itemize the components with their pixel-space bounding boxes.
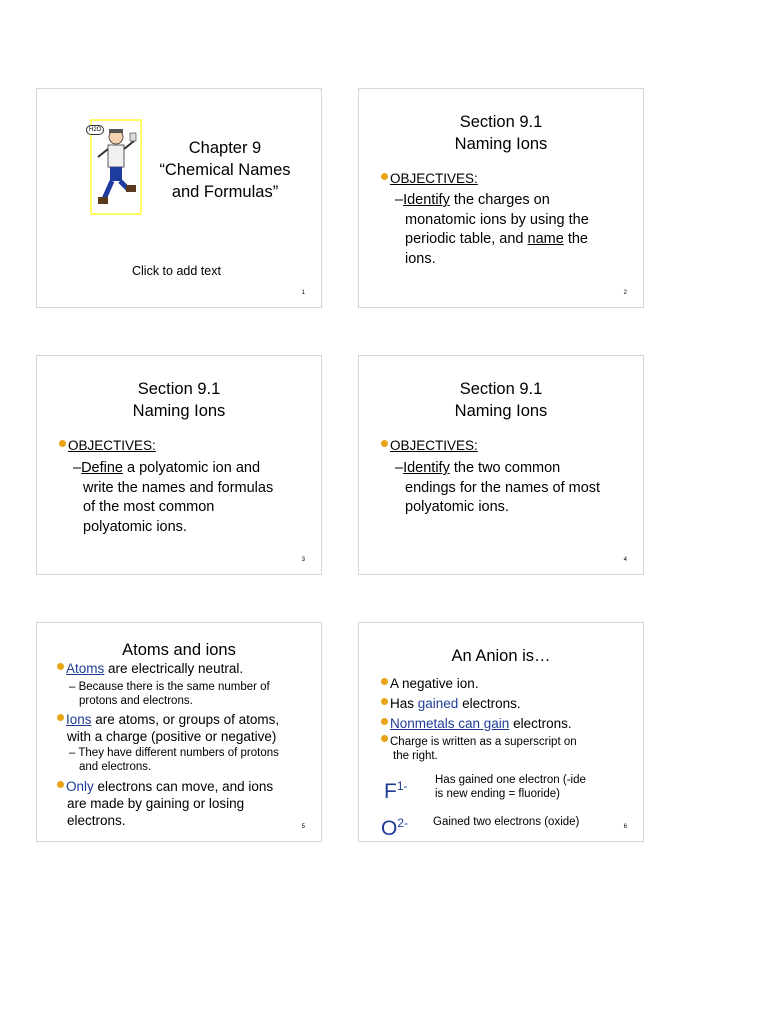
h2o-badge: H2O [86, 125, 104, 135]
bullet-negative-ion: A negative ion. [381, 675, 479, 692]
slide-number: 3 [301, 557, 305, 563]
bullet-icon [381, 678, 388, 685]
oxide-symbol: $O^{2-}$ [381, 816, 409, 840]
slide-number: 6 [623, 824, 627, 830]
objectives-bullet: OBJECTIVES: [381, 437, 478, 455]
slide-4 [358, 355, 644, 575]
oxide-note: Gained two electrons (oxide) [433, 816, 580, 828]
slide-1 [36, 88, 322, 308]
bullet-icon [381, 718, 388, 725]
slide-title: An Anion is… [451, 647, 551, 665]
nonmetals-link[interactable]: Nonmetals can gain [390, 716, 510, 731]
objective-text: –Identify the charges on monatomic ions by using the periodic table, and name the ions. [395, 192, 589, 267]
slide-number: 1 [301, 290, 305, 296]
objective-text: –Define a polyatomic ion and write the names and formulas of the most common polyatomic ions. [73, 460, 274, 535]
bullet-icon [381, 440, 388, 447]
slide-number: 5 [301, 824, 305, 830]
fluoride-symbol: $F^{1-}$ [384, 779, 408, 803]
slide-title: Section 9.1 Naming Ions [454, 380, 548, 420]
slide-5 [36, 622, 322, 842]
sub-bullet-atoms: – Because there is the same number of protons and electrons. [69, 681, 270, 707]
bullet-icon [59, 440, 66, 447]
objectives-bullet: OBJECTIVES: [59, 437, 156, 455]
only-link[interactable]: Only [66, 779, 94, 794]
bullet-icon [57, 714, 64, 721]
click-to-add-text[interactable]: Click to add text [132, 264, 221, 278]
bullet-icon [57, 663, 64, 670]
bullet-atoms: Atoms are electrically neutral. [57, 660, 319, 677]
bullet-icon [57, 781, 64, 788]
slide-3 [36, 355, 322, 575]
bullet-ions: Ions are atoms, or groups of atoms, with a charge (positive or negative) [57, 711, 319, 745]
atoms-link[interactable]: Atoms [66, 661, 105, 676]
slide-title: Chapter 9 “Chemical Names and Formulas” [159, 139, 291, 201]
bullet-nonmetals: Nonmetals can gain electrons. [381, 715, 572, 732]
slide-6 [358, 622, 644, 842]
slide-number: 2 [623, 290, 627, 296]
slide-title: Section 9.1 Naming Ions [132, 380, 226, 420]
slide-title: Atoms and ions [122, 641, 236, 659]
bullet-icon [381, 698, 388, 705]
slide-title: Section 9.1 Naming Ions [454, 113, 548, 153]
objectives-bullet: OBJECTIVES: [381, 170, 478, 188]
slide-2 [358, 88, 644, 308]
slide-number: 4 [623, 557, 627, 563]
objective-text: –Identify the two common endings for the names of most polyatomic ions. [395, 460, 601, 515]
fluoride-note: Has gained one electron (-ide is new ending = fluoride) [435, 774, 586, 800]
bullet-icon [381, 735, 388, 742]
ions-link[interactable]: Ions [66, 712, 92, 727]
bullet-superscript: Charge is written as a superscript on the right. [381, 735, 631, 763]
bullet-icon [381, 173, 388, 180]
bullet-gained: Has gained electrons. [381, 695, 521, 712]
clipart-scientist [90, 119, 142, 215]
sub-bullet-ions: – They have different numbers of protons and electrons. [69, 747, 279, 773]
bullet-only: Only electrons can move, and ions are made by gaining or losing electrons. [57, 778, 319, 829]
